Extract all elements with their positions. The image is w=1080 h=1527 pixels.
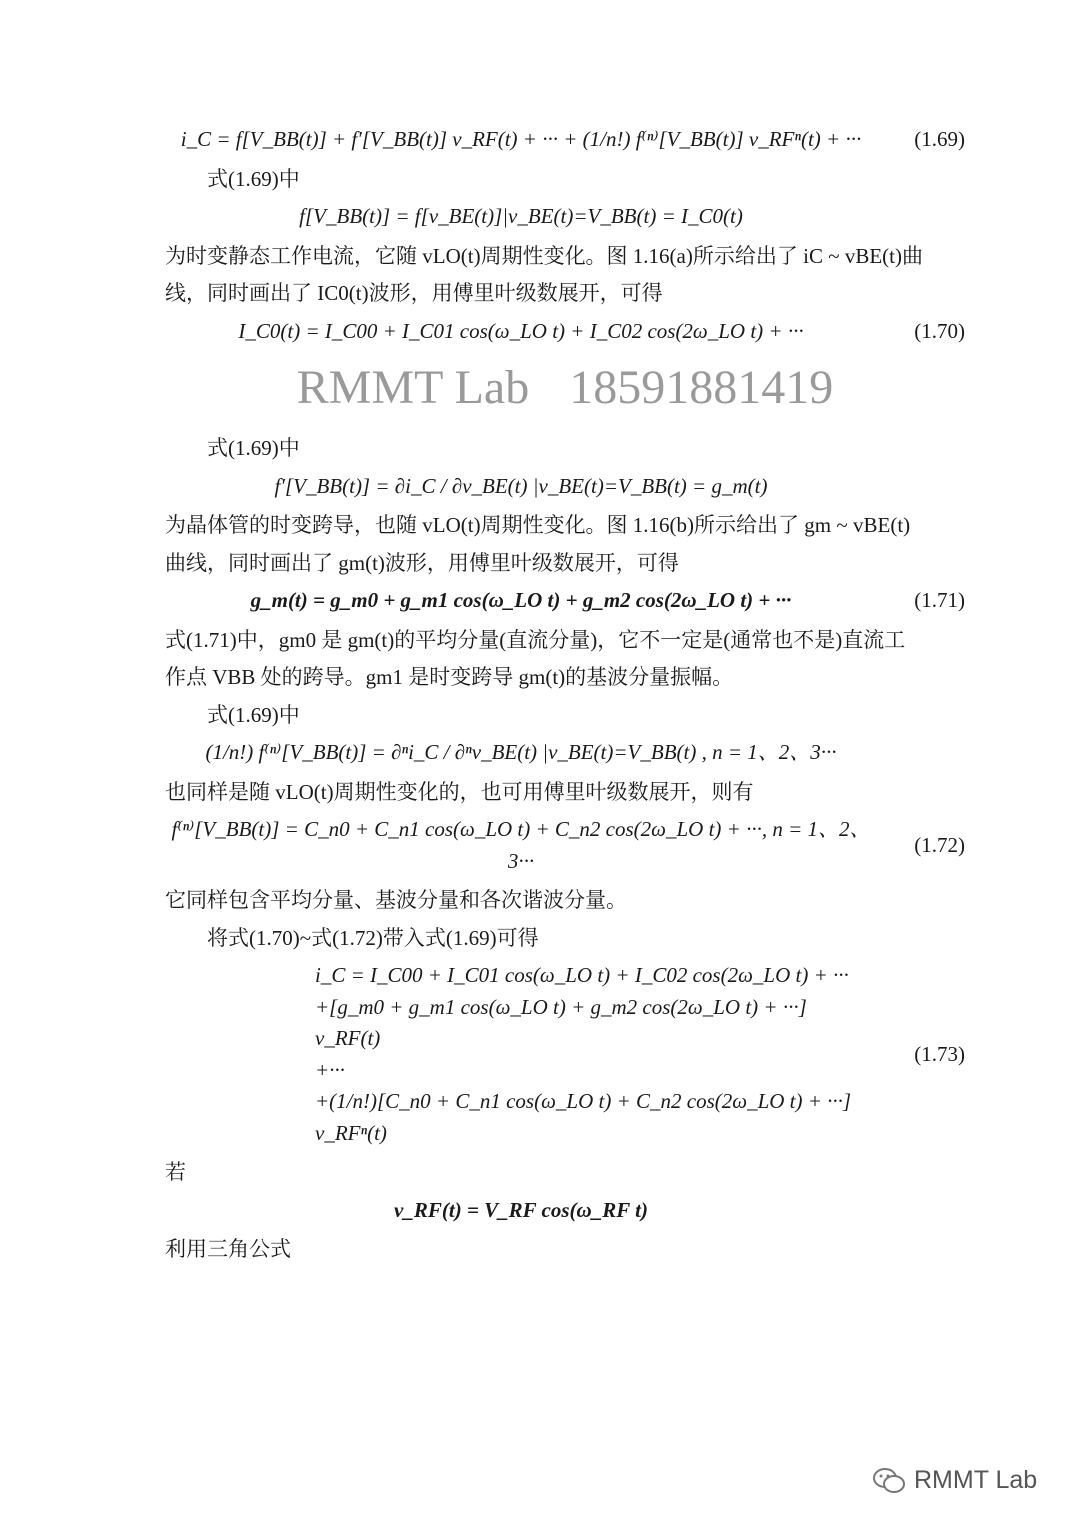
equation-row — [165, 585, 965, 617]
equation-1-73 — [165, 960, 889, 1149]
equation-1-72: f⁽ⁿ⁾[V_BB(t)] = C_n0 + C_n1 cos(ω_LO t) + C_n2 cos(2ω_LO t) + ···, n = 1、2、3··· — [171, 817, 871, 873]
paragraph-text: 为晶体管的时变跨导，也随 vLO(t)周期性变化。图 1.16(b)所示给出了 gm ~ vBE(t) — [165, 513, 911, 538]
paragraph-text: 式(1.69)中 — [207, 436, 300, 461]
equation-1-69: i_C = f[V_BB(t)] + f′[V_BB(t)] v_RF(t) + ··· + (1/n!) f⁽ⁿ⁾[V_BB(t)] v_RFⁿ(t) + ··· — [180, 127, 862, 151]
equation-nth-derivative: (1/n!) f⁽ⁿ⁾[V_BB(t)] = ∂ⁿi_C / ∂ⁿv_BE(t) |v_BE(t)=V_BB(t) , n = 1、2、3··· — [205, 740, 837, 765]
equation-number: (1.69) — [914, 127, 965, 151]
watermark-text: 18591881419 — [569, 361, 834, 414]
equation-gm: f′[V_BB(t)] = ∂i_C / ∂v_BE(t) |v_BE(t)=V_BB(t) = g_m(t) — [274, 473, 768, 498]
paragraph-text: 为时变静态工作电流，它随 vLO(t)周期性变化。图 1.16(a)所示给出了 iC ~ vBE(t)曲 — [165, 243, 923, 268]
paragraph-text: 曲线，同时画出了 gm(t)波形，用傅里叶级数展开，可得 — [165, 550, 679, 575]
equation-vrf: v_RF(t) = V_RF cos(ω_RF t) — [394, 1197, 648, 1222]
wechat-icon — [872, 1467, 906, 1495]
paragraph-text: 式(1.71)中，gm0 是 gm(t)的平均分量(直流分量)，它不一定是(通常也不是)直流工 — [165, 627, 906, 652]
equation-row — [165, 471, 965, 503]
equation-ic0: f[V_BB(t)] = f[v_BE(t)]|v_BE(t)=V_BB(t) = I_C0(t) — [299, 204, 743, 228]
equation-1-73-line: +··· — [315, 1057, 345, 1082]
paragraph-text: 若 — [165, 1160, 186, 1185]
paragraph-text: 也同样是随 vLO(t)周期性变化的，也可用傅里叶级数展开，则有 — [165, 779, 754, 804]
equation-1-73-line: i_C = I_C00 + I_C01 cos(ω_LO t) + I_C02 cos(2ω_LO t) + ··· — [315, 963, 849, 988]
paragraph-text: 式(1.69)中 — [207, 166, 300, 191]
equation-1-71: g_m(t) = g_m0 + g_m1 cos(ω_LO t) + g_m2 cos(2ω_LO t) + ··· — [250, 588, 792, 613]
paragraph-text: 利用三角公式 — [165, 1237, 291, 1262]
equation-1-73-line: +[g_m0 + g_m1 cos(ω_LO t) + g_m2 cos(2ω_LO t) + ···] v_RF(t) — [315, 994, 807, 1051]
equation-row — [165, 960, 965, 1149]
paragraph-text: 线，同时画出了 IC0(t)波形，用傅里叶级数展开，可得 — [165, 281, 663, 305]
watermark-text: RMMT Lab — [296, 361, 530, 414]
equation-1-70: I_C0(t) = I_C00 + I_C01 cos(ω_LO t) + I_C02 cos(2ω_LO t) + ··· — [238, 318, 804, 343]
equation-row — [165, 814, 965, 877]
equation-row — [165, 124, 965, 156]
equation-row — [165, 1195, 965, 1227]
equation-number: (1.71) — [914, 588, 965, 613]
account-logo — [872, 1466, 1037, 1495]
paragraph-text: 作点 VBB 处的跨导。gm1 是时变跨导 gm(t)的基波分量振幅。 — [165, 665, 734, 690]
equation-1-73-line: +(1/n!)[C_n0 + C_n1 cos(ω_LO t) + C_n2 cos(2ω_LO t) + ···] v_RFⁿ(t) — [315, 1089, 852, 1145]
equation-number: (1.72) — [914, 833, 965, 858]
logo-label: RMMT Lab — [914, 1466, 1038, 1494]
equation-row — [165, 201, 965, 233]
paragraph-text: 将式(1.70)~式(1.72)带入式(1.69)可得 — [207, 925, 539, 950]
paragraph-text: 它同样包含平均分量、基波分量和各次谐波分量。 — [165, 888, 627, 913]
equation-row — [165, 737, 965, 769]
equation-number: (1.70) — [914, 318, 965, 343]
paragraph-text: 式(1.69)中 — [207, 702, 300, 727]
document-body — [165, 120, 965, 1272]
equation-number: (1.73) — [914, 1042, 965, 1067]
equation-row — [165, 316, 965, 348]
watermark — [165, 357, 965, 419]
